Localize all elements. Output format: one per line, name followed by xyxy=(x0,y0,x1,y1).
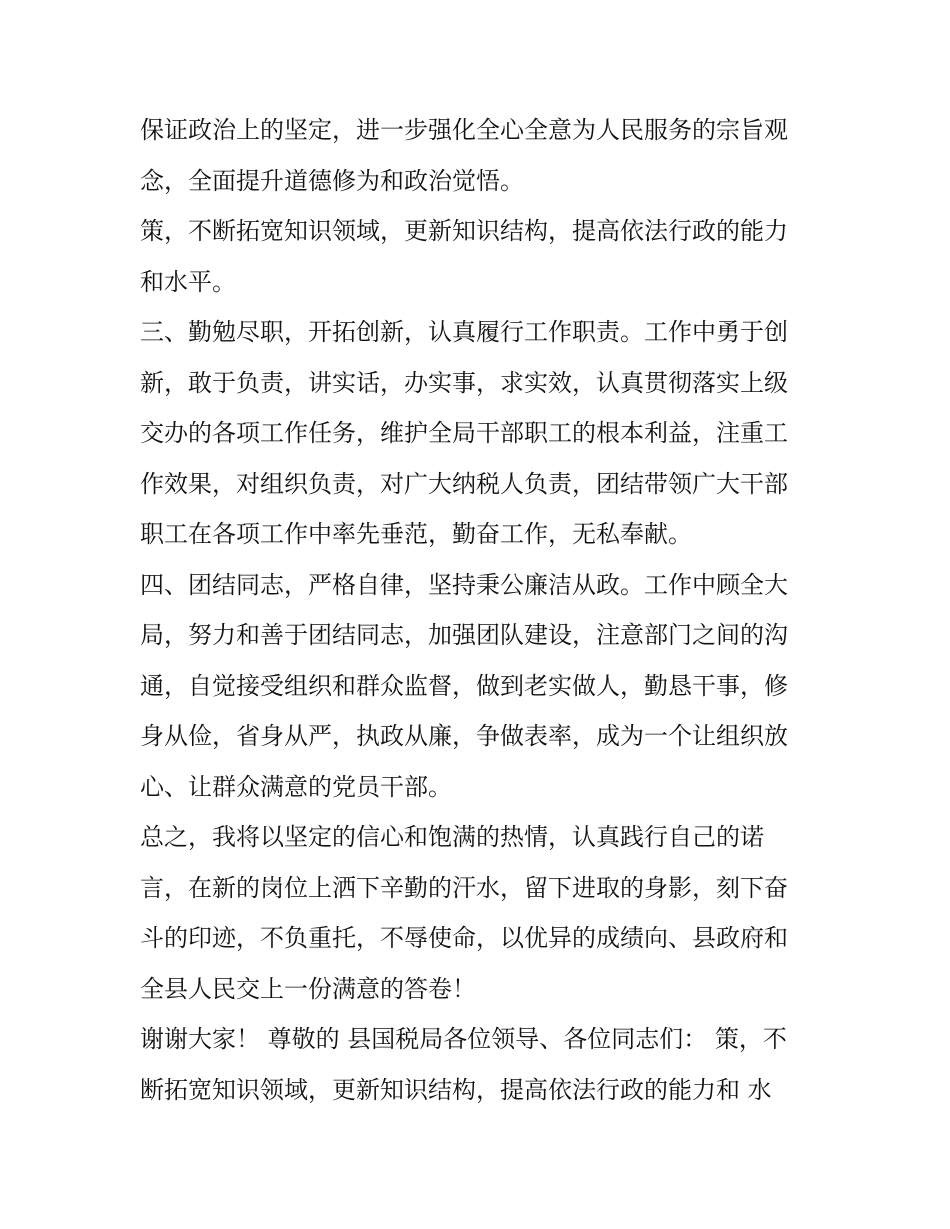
text-line: 断拓宽知识领域，更新知识结构，提高依法行政的能力和 水 xyxy=(140,1075,772,1104)
document-body xyxy=(140,105,820,1115)
text-line: 言，在新的岗位上洒下辛勤的汗水，留下进取的身影，刻下奋 xyxy=(140,873,788,902)
text-line: 谢谢大家！ 尊敬的 县国税局各位领导、各位同志们： 策，不 xyxy=(140,1025,787,1053)
text-line: 身从俭，省身从严，执政从廉，争做表率，成为一个让组织放 xyxy=(140,722,788,750)
text-line: 心、让群众满意的党员干部。 xyxy=(140,772,452,801)
text-line: 总之，我将以坚定的信心和饱满的热情，认真践行自己的诺 xyxy=(140,823,764,851)
text-line: 和水平。 xyxy=(140,267,236,296)
text-line: 念，全面提升道德修为和政治觉悟。 xyxy=(140,166,524,195)
text-line: 作效果，对组织负责，对广大纳税人负责，团结带领广大干部 xyxy=(140,469,788,498)
text-line: 策，不断拓宽知识领域，更新知识结构，提高依法行政的能力 xyxy=(140,217,788,245)
text-line: 新，敢于负责，讲实话，办实事，求实效，认真贯彻落实上级 xyxy=(140,368,788,397)
text-line: 局，努力和善于团结同志，加强团队建设，注意部门之间的沟 xyxy=(140,621,788,649)
text-line: 职工在各项工作中率先垂范，勤奋工作，无私奉献。 xyxy=(140,520,692,548)
text-line: 四、团结同志，严格自律，坚持秉公廉洁从政。工作中顾全大 xyxy=(140,570,788,599)
text-line: 保证政治上的坚定，进一步强化全心全意为人民服务的宗旨观 xyxy=(140,116,788,144)
text-line: 三、勤勉尽职，开拓创新，认真履行工作职责。工作中勇于创 xyxy=(140,318,788,346)
text-line: 通，自觉接受组织和群众监督，做到老实做人，勤恳干事，修 xyxy=(140,671,788,700)
text-line: 全县人民交上一份满意的答卷！ xyxy=(140,974,476,1003)
text-line: 交办的各项工作任务，维护全局干部职工的根本利益，注重工 xyxy=(140,419,788,447)
text-line: 斗的印迹，不负重托，不辱使命，以优异的成绩向、县政府和 xyxy=(140,924,788,952)
